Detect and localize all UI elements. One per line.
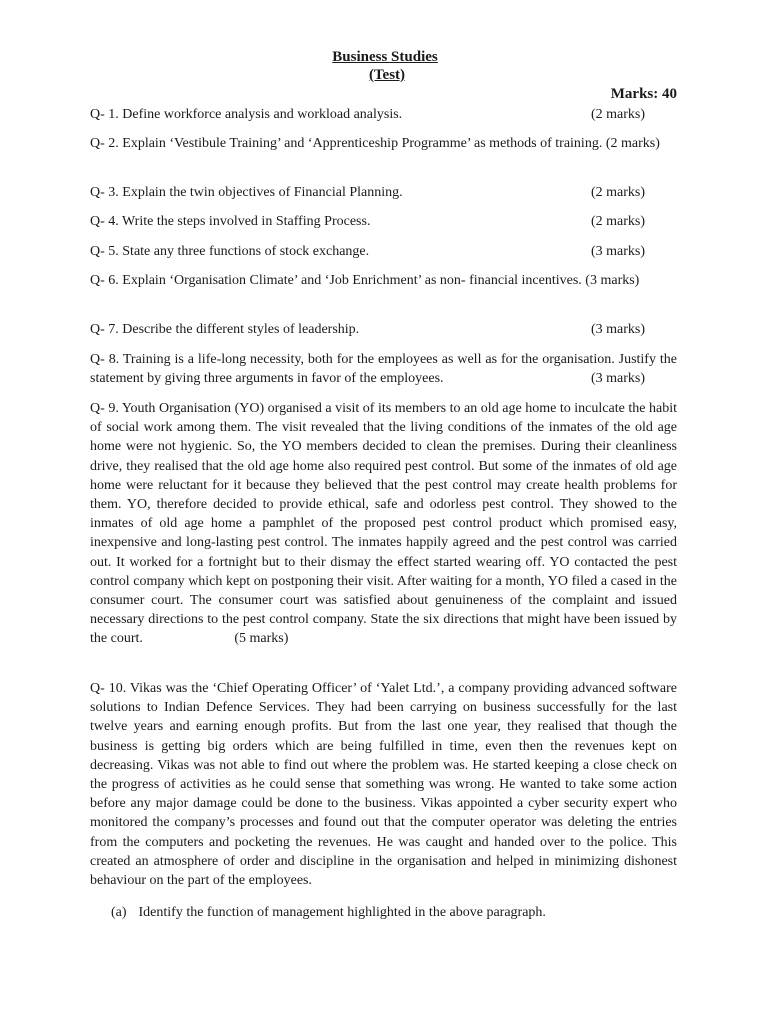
question-text: Q- 2. Explain ‘Vestibule Training’ and ‘Apprenticeship Programme’ as methods of training. (2 marks) bbox=[90, 136, 660, 151]
question-text: Q- 5. State any three functions of stock exchange. bbox=[90, 244, 370, 259]
question-text: Q- 4. Write the steps involved in Staffing Process. bbox=[90, 214, 371, 229]
question-text: Q- 3. Explain the twin objectives of Financial Planning. bbox=[90, 185, 403, 200]
subpart-a bbox=[111, 903, 671, 922]
question-6 bbox=[90, 271, 677, 290]
question-7 bbox=[90, 320, 677, 339]
question-marks: (2 marks) bbox=[590, 185, 645, 200]
question-8 bbox=[90, 350, 677, 388]
total-marks: Marks: 40 bbox=[610, 86, 677, 102]
question-10 bbox=[90, 679, 677, 890]
question-marks: (5 marks) bbox=[234, 631, 289, 647]
question-text: Q- 8. Training is a life-long necessity, both for the employees as well as for the organisation. Justify the statement by giving three arguments in favor of the employees. bbox=[90, 352, 677, 387]
page-title bbox=[0, 48, 768, 84]
question-marks: (2 marks) bbox=[590, 214, 645, 229]
question-text: Q- 9. Youth Organisation (YO) organised a visit of its members to an old age home to inculcate the habit of social work among them. The visit revealed that the living conditions of the inmates of the old age home were not hygienic. So, the YO members decided to clean the premises. During their cleanliness drive, they realised that the old age home also required pest control. But some of the inmates of old age home were reluctant for it because they believed that the pest control may create health problems for them. YO, therefore decided to provide ethical, safe and odorless pest control. They showed to the inmates of old age home a pamphlet of the proposed pest control product which promised easy, inexpensive and long-lasting pest control. The inmates happily agreed and the pest control was carried out. It worked for a fortnight but to their dismay the effect started wearing off. YO contacted the pest control company which kept on postponing their visit. After waiting for a month, YO filed a cased in the consumer court. The consumer court was satisfied about genuineness of the complaint and issued necessary directions to the pest control company. State the six directions that might have been issued by the court. bbox=[90, 401, 677, 647]
test-heading: (Test) bbox=[368, 67, 406, 83]
question-marks: (3 marks) bbox=[590, 371, 645, 387]
question-marks: (3 marks) bbox=[590, 322, 645, 337]
question-text: Q- 6. Explain ‘Organisation Climate’ and ‘Job Enrichment’ as non- financial incentives. (3 marks) bbox=[90, 273, 640, 288]
question-4 bbox=[90, 212, 677, 231]
question-2 bbox=[90, 134, 677, 153]
question-3 bbox=[90, 183, 677, 202]
question-text: Q- 1. Define workforce analysis and workload analysis. bbox=[90, 107, 403, 122]
subpart-text: Identify the function of management highlighted in the above paragraph. bbox=[138, 905, 546, 920]
question-text: Q- 7. Describe the different styles of leadership. bbox=[90, 322, 360, 337]
subject-heading: Business Studies bbox=[332, 49, 438, 65]
subpart-label: (a) bbox=[111, 905, 127, 920]
question-text: Q- 10. Vikas was the ‘Chief Operating Officer’ of ‘Yalet Ltd.’, a company providing advanced software solutions to Indian Defence Services. They had been carrying on business successfully for the last twelve years and earning enough profits. But from the last one year, they realised that though the business is getting big orders which are being fulfilled in time, even then the revenues kept on decreasing. Vikas was not able to find out where the problem was. He started keeping a close check on the progress of activities as he could sense that something was wrong. He wanted to take some action before any major damage could be done to the business. Vikas appointed a cyber security expert who monitored the company’s processes and found out that the computer operator was deleting the entries from the computers and pocketing the revenues. He was caught and handed over to the police. This created an atmosphere of order and discipline in the organisation and helped in minimizing dishonest behaviour on the part of the employees. bbox=[90, 681, 677, 889]
question-1 bbox=[90, 105, 677, 124]
question-marks: (2 marks) bbox=[590, 107, 645, 122]
question-9 bbox=[90, 399, 677, 649]
question-marks: (3 marks) bbox=[590, 244, 645, 259]
question-5 bbox=[90, 242, 677, 261]
